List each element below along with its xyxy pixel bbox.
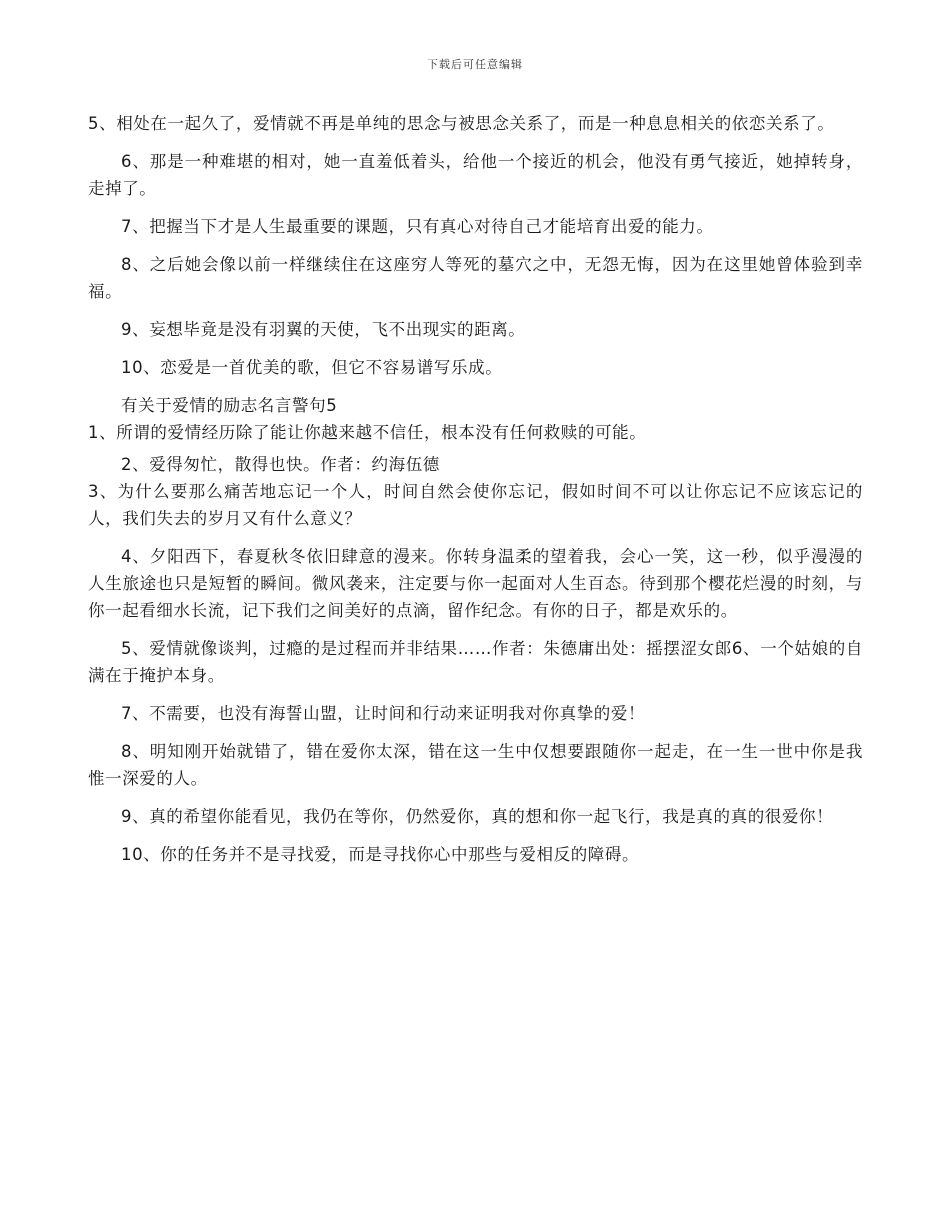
paragraph-quote-item-9: 9、真的希望你能看见，我仍在等你，仍然爱你，真的想和你一起飞行，我是真的真的很爱你！ (121, 807, 834, 826)
paragraph-quote-item-3: 3、为什么要那么痛苦地忘记一个人，时间自然会使你忘记，假如时间不可以让你忘记不应该忘记的人，我们失去的岁月又有什么意义？ (88, 482, 863, 528)
paragraph-quote-item-1: 1、所谓的爱情经历除了能让你越来越不信任，根本没有任何救赎的可能。 (88, 423, 647, 442)
paragraph-quote-item-4: 4、夕阳西下，春夏秋冬依旧肆意的漫来。你转身温柔的望着我，会心一笑，这一秒，似乎漫漫的人生旅途也只是短暂的瞬间。微风袭来，注定要与你一起面对人生百态。待到那个樱花烂漫的时刻，与你一起看细水长流，记下我们之间美好的点滴，留作纪念。有你的日子，都是欢乐的。 (88, 547, 863, 620)
paragraph-quote-item-5: 5、爱情就像谈判，过瘾的是过程而并非结果……作者：朱德庸出处：摇摆涩女郎6、一个姑娘的自满在于掩护本身。 (88, 639, 863, 685)
paragraph-quote-item-8: 8、明知刚开始就错了，错在爱你太深，错在这一生中仅想要跟随你一起走，在一生一世中你是我惟一深爱的人。 (88, 742, 863, 788)
paragraph-quote-item-7: 7、不需要，也没有海誓山盟，让时间和行动来证明我对你真挚的爱！ (121, 704, 646, 723)
page-header: 下载后可任意编辑 (427, 58, 523, 71)
paragraph-love-item-10: 10、恋爱是一首优美的歌，但它不容易谱写乐成。 (121, 358, 503, 377)
paragraph-quote-item-2: 2、爱得匆忙，散得也快。作者：约海伍德 (121, 455, 440, 474)
paragraph-quote-item-10: 10、你的任务并不是寻找爱，而是寻找你心中那些与爱相反的障碍。 (121, 845, 640, 864)
paragraph-love-item-5: 5、相处在一起久了，爱情就不再是单纯的思念与被思念关系了，而是一种息息相关的依恋关系了。 (88, 114, 835, 133)
document-body (88, 110, 863, 868)
section-heading: 有关于爱情的励志名言警句5 (121, 396, 338, 415)
paragraph-love-item-9: 9、妄想毕竟是没有羽翼的天使，飞不出现实的距离。 (121, 320, 526, 339)
paragraph-love-item-8: 8、之后她会像以前一样继续住在这座穷人等死的墓穴之中，无怨无悔，因为在这里她曾体验到幸福。 (88, 255, 863, 301)
paragraph-love-item-7: 7、把握当下才是人生最重要的课题，只有真心对待自己才能培育出爱的能力。 (121, 217, 714, 236)
paragraph-love-item-6: 6、那是一种难堪的相对，她一直羞低着头，给他一个接近的机会，他没有勇气接近，她掉转身，走掉了。 (88, 152, 863, 198)
